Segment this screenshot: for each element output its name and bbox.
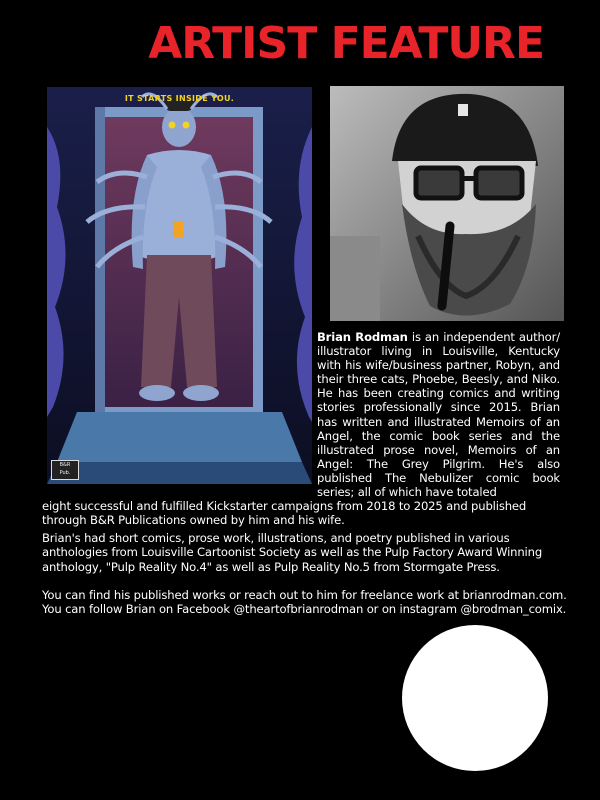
publisher-logo: B&R Pub. (51, 460, 79, 480)
page-title: ARTIST FEATURE (148, 18, 544, 69)
bio-intro-continued: eight successful and fulfilled Kickstarter campaigns from 2018 to 2025 and published through B&R Publications owned by him and his wife. (42, 499, 527, 528)
contact-line-social: You can follow Brian on Facebook @theartofbrianrodman or on instagram @brodman_comix. (42, 602, 567, 617)
bio-intro-text: is an independent author/ illustrator living in Louisville, Kentucky with his wife/business partner, Robyn, and their three cats, Phoebe, Beesly, and Niko. He has been creating comics and writing stories professionally since 2015. Brian has written and illustrated Memoirs of an Angel, the comic book series and the illustrated prose novel, Memoirs of an Angel: The Grey Pilgrim. He's also published The Nebulizer comic book series; all of which have totaled (317, 330, 560, 500)
contact-line-website: You can find his published works or reach out to him for freelance work at brianrodman.com. (42, 588, 567, 602)
artist-bio (0, 330, 600, 527)
artist-name: Brian Rodman (317, 330, 408, 344)
white-circle (402, 625, 548, 771)
artist-photo (330, 86, 564, 321)
bio-paragraph-publications: Brian's had short comics, prose work, illustrations, and poetry published in various anthologies from Louisville Cartoonist Society as well as the Pulp Factory Award Winning anthology, "Pulp Reality No.4" as well as Pulp Reality No.5 from Stormgate Press. (42, 531, 543, 574)
artist-portrait (330, 86, 564, 321)
bio-paragraph-contact (42, 588, 572, 617)
cover-tagline: IT STARTS INSIDE YOU. (124, 94, 235, 103)
bio-intro-wrapped (317, 330, 560, 499)
